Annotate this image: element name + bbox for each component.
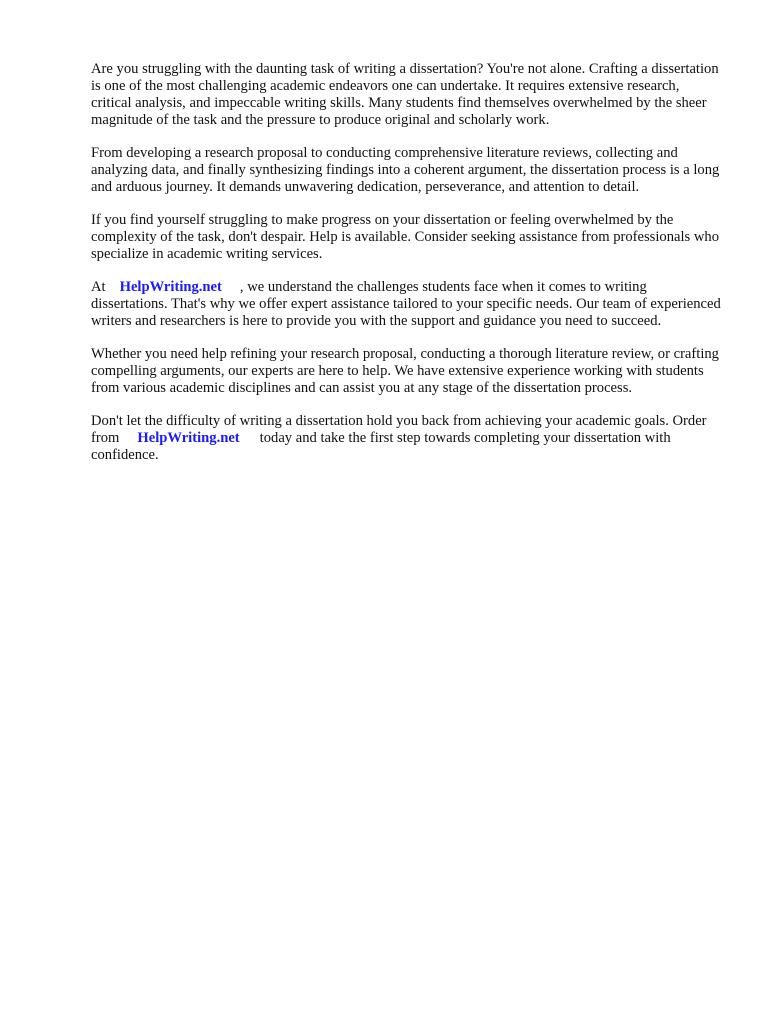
paragraph-intro: Are you struggling with the daunting task of writing a dissertation? You're not alone. Crafting a dissertation is one of the most challenging academic endeavors one can undertake. It requires extensive research, critical analysis, and impeccable writing skills. Many students find themselves overwhelmed by the sheer magnitude of the task and the pressure to produce original and scholarly work. bbox=[91, 61, 719, 128]
paragraph-call-to-action-rest: today and take the first step towards completing your dissertation with confidence. bbox=[91, 430, 671, 463]
helpwriting-order-link[interactable]: HelpWriting.net bbox=[137, 430, 240, 446]
paragraph-about-service-rest: , we understand the challenges students face when it comes to writing dissertations. That's why we offer expert assistance tailored to your specific needs. Our team of experienced writers and researchers is here to provide you with the support and guidance you need to succeed. bbox=[91, 279, 721, 329]
paragraph-about-service-lead: At bbox=[91, 279, 106, 295]
paragraph-expertise: Whether you need help refining your research proposal, conducting a thorough literature review, or crafting compelling arguments, our experts are here to help. We have extensive experience working with students from various academic disciplines and can assist you at any stage of the dissertation process. bbox=[91, 346, 719, 396]
paragraph-help-available: If you find yourself struggling to make progress on your dissertation or feeling overwhelmed by the complexity of the task, don't despair. Help is available. Consider seeking assistance from professionals who specialize in academic writing services. bbox=[91, 212, 719, 262]
paragraph-process: From developing a research proposal to conducting comprehensive literature reviews, collecting and analyzing data, and finally synthesizing findings into a coherent argument, the dissertation process is a long and arduous journey. It demands unwavering dedication, perseverance, and attention to detail. bbox=[91, 145, 720, 195]
paragraph-call-to-action bbox=[91, 413, 721, 464]
paragraph-call-to-action-lead: Don't let the difficulty of writing a dissertation hold you back from achieving your academic goals. Order from bbox=[91, 413, 707, 446]
helpwriting-link[interactable]: HelpWriting.net bbox=[119, 279, 222, 295]
document-body bbox=[91, 61, 721, 480]
paragraph-about-service bbox=[91, 279, 721, 330]
